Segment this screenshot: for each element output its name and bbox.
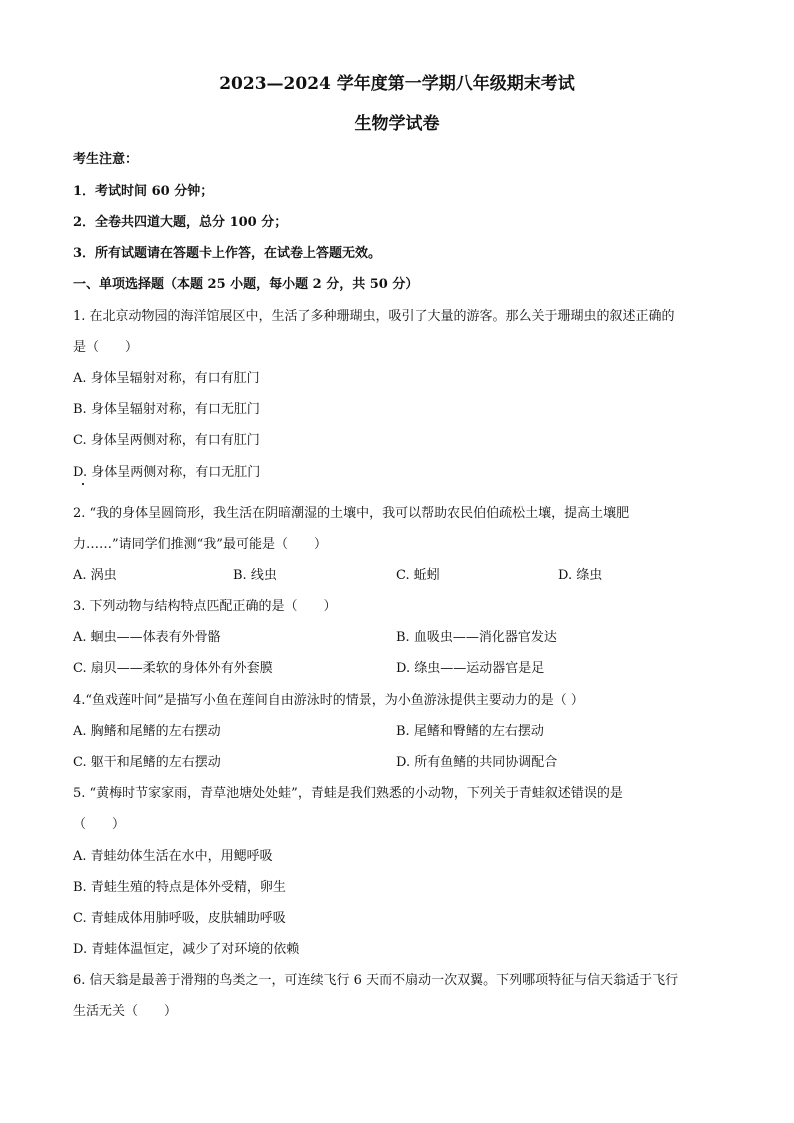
question-stem: 生活无关（ ） — [73, 1004, 178, 1019]
question-option: D. 青蛙体温恒定，减少了对环境的依赖 — [73, 942, 300, 957]
question-option: D. 所有鱼鳍的共同协调配合 — [396, 755, 558, 770]
question-stem: （ ） — [73, 817, 126, 832]
question-option: B. 线虫 — [233, 568, 277, 583]
question-option: C. 青蛙成体用肺呼吸，皮肤辅助呼吸 — [73, 911, 286, 926]
question-option: A. 青蛙幼体生活在水中，用鳃呼吸 — [73, 849, 273, 864]
question-stem: 4.“鱼戏莲叶间”是描写小鱼在莲间自由游泳时的情景，为小鱼游泳提供主要动力的是（ ） — [73, 693, 584, 708]
notice-item: 1．考试时间 60 分钟； — [73, 184, 214, 199]
question-stem: 2. “我的身体呈圆筒形，我生活在阴暗潮湿的土壤中，我可以帮助农民伯伯疏松土壤，提高土壤肥 — [73, 506, 630, 521]
question-stem: 3. 下列动物与结构特点匹配正确的是（ ） — [73, 599, 337, 614]
section-heading: 一、单项选择题（本题 25 小题，每小题 2 分，共 50 分） — [73, 277, 419, 292]
question-option: D. 身体呈两侧对称，有口无肛门 — [73, 465, 261, 480]
question-option: A. 蛔虫——体表有外骨骼 — [73, 630, 221, 645]
question-option: A. 胸鳍和尾鳍的左右摆动 — [73, 724, 221, 739]
question-stem: 5. “黄梅时节家家雨，青草池塘处处蛙”，青蛙是我们熟悉的小动物，下列关于青蛙叙述错误的是 — [73, 786, 623, 801]
question-option: B. 青蛙生殖的特点是体外受精，卵生 — [73, 880, 286, 895]
question-option: B. 身体呈辐射对称，有口无肛门 — [73, 402, 260, 417]
question-option: A. 身体呈辐射对称，有口有肛门 — [73, 371, 260, 386]
question-option: C. 躯干和尾鳍的左右摆动 — [73, 755, 221, 770]
exam-subtitle: 生物学试卷 — [354, 114, 440, 134]
stray-dot — [82, 483, 84, 485]
notice-item: 3．所有试题请在答题卡上作答，在试卷上答题无效。 — [73, 246, 382, 261]
notice-heading: 考生注意： — [73, 152, 139, 167]
question-stem: 1. 在北京动物园的海洋馆展区中，生活了多种珊瑚虫，吸引了大量的游客。那么关于珊瑚虫的叙述正确的 — [73, 309, 675, 324]
question-option: B. 尾鳍和臀鳍的左右摆动 — [396, 724, 544, 739]
notice-item: 2．全卷共四道大题，总分 100 分； — [73, 215, 288, 230]
question-option: C. 扇贝——柔软的身体外有外套膜 — [73, 661, 273, 676]
question-option: D. 绦虫 — [558, 568, 603, 583]
question-option: B. 血吸虫——消化器官发达 — [396, 630, 557, 645]
exam-title: 2023—2024 学年度第一学期八年级期末考试 — [219, 74, 575, 94]
question-stem: 力……”请同学们推测“我”最可能是（ ） — [73, 537, 327, 552]
question-option: C. 蚯蚓 — [396, 568, 440, 583]
question-option: D. 绦虫——运动器官是足 — [396, 661, 545, 676]
question-stem: 6. 信天翁是最善于滑翔的鸟类之一，可连续飞行 6 天而不扇动一次双翼。下列哪项特征与信天翁适于飞行 — [73, 973, 679, 988]
question-option: C. 身体呈两侧对称，有口有肛门 — [73, 433, 260, 448]
question-stem: 是（ ） — [73, 340, 139, 355]
question-option: A. 涡虫 — [73, 568, 117, 583]
